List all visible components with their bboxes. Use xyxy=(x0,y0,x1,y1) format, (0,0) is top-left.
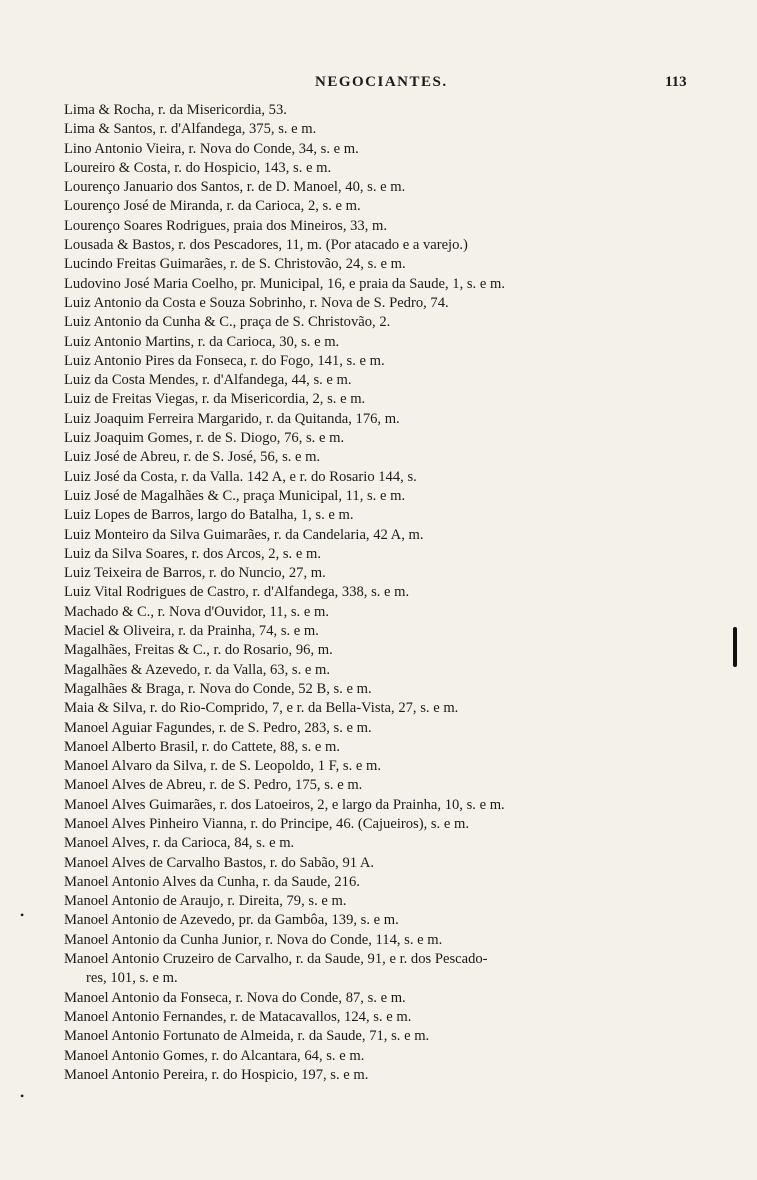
directory-entry: Manoel Antonio da Cunha Junior, r. Nova do Conde, 114, s. e m. xyxy=(64,931,443,948)
directory-entry: Manoel Antonio de Azevedo, pr. da Gambôa, 139, s. e m. xyxy=(64,912,399,929)
running-head: NEGOCIANTES. xyxy=(315,74,448,90)
directory-entry: Luiz da Costa Mendes, r. d'Alfandega, 44, s. e m. xyxy=(64,372,352,389)
directory-entry: Manoel Antonio da Fonseca, r. Nova do Conde, 87, s. e m. xyxy=(64,989,406,1006)
directory-entry: Magalhães, Freitas & C., r. do Rosario, 96, m. xyxy=(64,642,333,659)
directory-entry: Manoel Aguiar Fagundes, r. de S. Pedro, 283, s. e m. xyxy=(64,719,372,736)
directory-entry: Manoel Antonio Fernandes, r. de Matacavallos, 124, s. e m. xyxy=(64,1008,412,1025)
ink-blot-mark xyxy=(733,627,737,667)
directory-entry: Luiz José da Costa, r. da Valla. 142 A, e r. do Rosario 144, s. xyxy=(64,468,417,485)
directory-entry: Manoel Antonio Cruzeiro de Carvalho, r. da Saude, 91, e r. dos Pescado- xyxy=(64,951,488,968)
directory-entry: Luiz Antonio da Cunha & C., praça de S. Christovão, 2. xyxy=(64,314,391,331)
directory-entry: Manoel Antonio Pereira, r. do Hospicio, 197, s. e m. xyxy=(64,1066,369,1083)
directory-entry: Lousada & Bastos, r. dos Pescadores, 11, m. (Por atacado e a varejo.) xyxy=(64,237,468,254)
directory-entry: Manoel Alvaro da Silva, r. de S. Leopoldo, 1 F, s. e m. xyxy=(64,758,382,775)
directory-entry: Lima & Santos, r. d'Alfandega, 375, s. e m. xyxy=(64,121,317,138)
directory-entry: Manoel Antonio Fortunato de Almeida, r. da Saude, 71, s. e m. xyxy=(64,1028,430,1045)
directory-entry: Luiz de Freitas Viegas, r. da Misericordia, 2, s. e m. xyxy=(64,391,366,408)
page-header xyxy=(0,74,757,94)
directory-entry: Luiz Antonio Pires da Fonseca, r. do Fogo, 141, s. e m. xyxy=(64,352,385,369)
directory-entry: Luiz Teixeira de Barros, r. do Nuncio, 27, m. xyxy=(64,565,326,582)
directory-entry: Luiz Joaquim Ferreira Margarido, r. da Quitanda, 176, m. xyxy=(64,410,400,427)
directory-entry: Manoel Alves de Carvalho Bastos, r. do Sabão, 91 A. xyxy=(64,854,375,871)
directory-entry: Luiz da Silva Soares, r. dos Arcos, 2, s. e m. xyxy=(64,545,321,562)
directory-entry: Luiz Antonio Martins, r. da Carioca, 30, s. e m. xyxy=(64,333,340,350)
directory-entry: Luiz Vital Rodrigues de Castro, r. d'Alfandega, 338, s. e m. xyxy=(64,584,410,601)
directory-entry: Magalhães & Braga, r. Nova do Conde, 52 B, s. e m. xyxy=(64,680,372,697)
margin-mark: • xyxy=(20,1089,25,1103)
directory-entry: Lourenço Soares Rodrigues, praia dos Mineiros, 33, m. xyxy=(64,217,388,234)
directory-entry: Luiz José de Abreu, r. de S. José, 56, s. e m. xyxy=(64,449,321,466)
directory-entry: Manoel Antonio Gomes, r. do Alcantara, 64, s. e m. xyxy=(64,1047,365,1064)
directory-entry: Manoel Alves Guimarães, r. dos Latoeiros, 2, e largo da Prainha, 10, s. e m. xyxy=(64,796,505,813)
directory-entry: Lino Antonio Vieira, r. Nova do Conde, 34, s. e m. xyxy=(64,140,359,157)
directory-entry: Manoel Antonio Alves da Cunha, r. da Saude, 216. xyxy=(64,873,360,890)
directory-entry: Manoel Alberto Brasil, r. do Cattete, 88, s. e m. xyxy=(64,738,341,755)
directory-entry: Maia & Silva, r. do Rio-Comprido, 7, e r. da Bella-Vista, 27, s. e m. xyxy=(64,700,459,717)
directory-entry: Machado & C., r. Nova d'Ouvidor, 11, s. e m. xyxy=(64,603,329,620)
directory-entry: Maciel & Oliveira, r. da Prainha, 74, s. e m. xyxy=(64,623,319,640)
directory-entry: Luiz José de Magalhães & C., praça Municipal, 11, s. e m. xyxy=(64,487,406,504)
directory-entry: Lourenço José de Miranda, r. da Carioca, 2, s. e m. xyxy=(64,198,361,215)
page-number: 113 xyxy=(665,74,687,90)
margin-mark: • xyxy=(20,908,25,922)
directory-entry: Luiz Lopes de Barros, largo do Batalha, 1, s. e m. xyxy=(64,507,354,524)
directory-entry: Lucindo Freitas Guimarães, r. de S. Christovão, 24, s. e m. xyxy=(64,256,406,273)
directory-entry: Ludovino José Maria Coelho, pr. Municipal, 16, e praia da Saude, 1, s. e m. xyxy=(64,275,505,292)
directory-entry: Manoel Alves Pinheiro Vianna, r. do Principe, 46. (Cajueiros), s. e m. xyxy=(64,815,469,832)
directory-entry: Lima & Rocha, r. da Misericordia, 53. xyxy=(64,102,287,118)
directory-entry: Manoel Antonio de Araujo, r. Direita, 79, s. e m. xyxy=(64,893,347,910)
directory-entry: Luiz Antonio da Costa e Souza Sobrinho, r. Nova de S. Pedro, 74. xyxy=(64,294,449,311)
directory-entry: Lourenço Januario dos Santos, r. de D. Manoel, 40, s. e m. xyxy=(64,179,406,196)
directory-entry: Loureiro & Costa, r. do Hospicio, 143, s. e m. xyxy=(64,159,332,176)
entry-list xyxy=(64,101,704,1085)
directory-entry: Luiz Monteiro da Silva Guimarães, r. da Candelaria, 42 A, m. xyxy=(64,526,424,543)
directory-entry: Magalhães & Azevedo, r. da Valla, 63, s. e m. xyxy=(64,661,330,678)
directory-entry: Luiz Joaquim Gomes, r. de S. Diogo, 76, s. e m. xyxy=(64,430,345,447)
directory-entry: Manoel Alves, r. da Carioca, 84, s. e m. xyxy=(64,835,295,852)
directory-entry: res, 101, s. e m. xyxy=(86,970,178,987)
directory-entry: Manoel Alves de Abreu, r. de S. Pedro, 175, s. e m. xyxy=(64,777,363,794)
